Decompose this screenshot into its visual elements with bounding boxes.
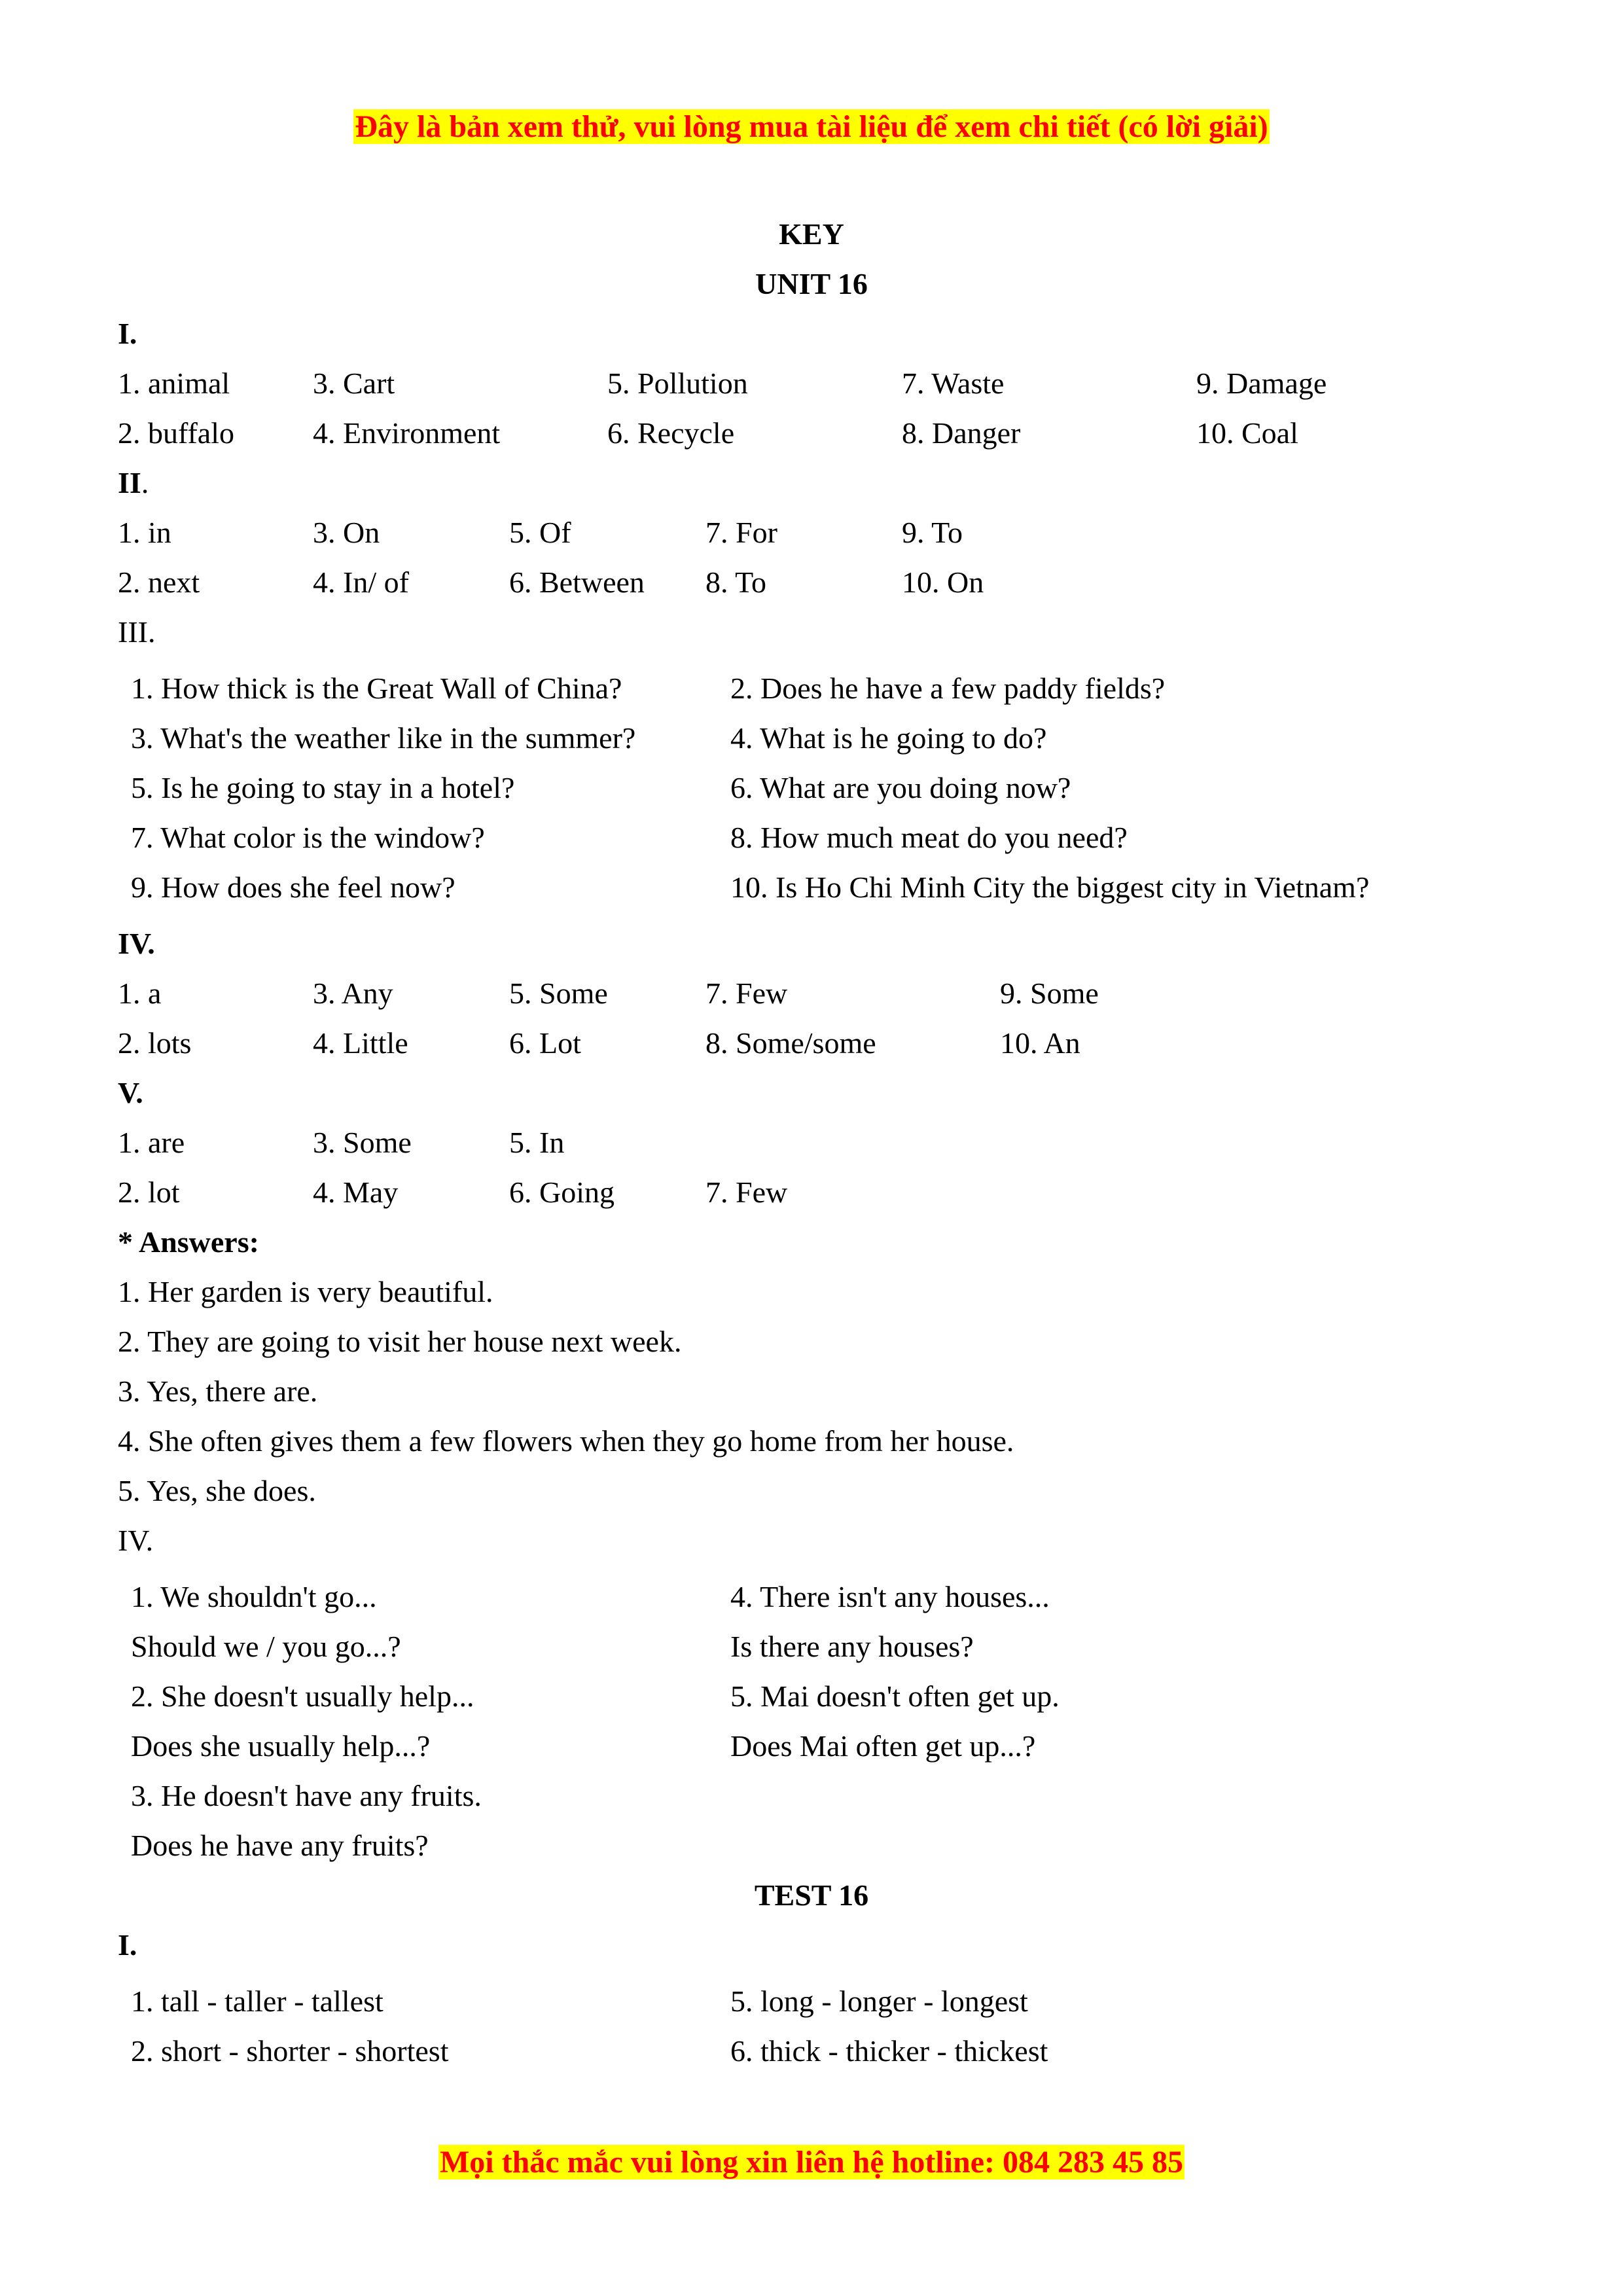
section-2-item: 3. On — [313, 516, 380, 549]
section-6-sentence: 5. Mai doesn't often get up. — [730, 1679, 1060, 1713]
section-1-item: 3. Cart — [313, 367, 395, 400]
section-4-item: 1. a — [118, 977, 162, 1010]
section-3-question: 10. Is Ho Chi Minh City the biggest city in Vietnam? — [730, 870, 1370, 904]
section-2-item: 1. in — [118, 516, 171, 549]
hotline-text: Mọi thắc mắc vui lòng xin liên hệ hotline: 084 283 45 85 — [439, 2145, 1183, 2179]
section-4-item: 2. lots — [118, 1026, 192, 1060]
section-2-item: 4. In/ of — [313, 565, 409, 599]
unit-title: UNIT 16 — [755, 267, 868, 300]
section-4-item: 10. An — [1000, 1026, 1080, 1060]
answer-item: 3. Yes, there are. — [118, 1374, 318, 1408]
section-3-question: 6. What are you doing now? — [730, 771, 1071, 804]
section-2-item: 7. For — [705, 516, 777, 549]
section-2-item: 2. next — [118, 565, 200, 599]
section-6-heading: IV. — [118, 1524, 154, 1557]
test-section-1-heading: I. — [118, 1928, 137, 1962]
section-5-item: 2. lot — [118, 1175, 180, 1209]
section-6-sentence: Should we / you go...? — [131, 1630, 401, 1663]
section-4-item: 7. Few — [705, 977, 788, 1010]
hotline-banner — [0, 2144, 1623, 2181]
section-6-sentence: 1. We shouldn't go... — [131, 1580, 377, 1613]
section-1-item: 5. Pollution — [607, 367, 748, 400]
section-5-item: 4. May — [313, 1175, 399, 1209]
section-6-sentence: 4. There isn't any houses... — [730, 1580, 1050, 1613]
answer-item: 2. They are going to visit her house next week. — [118, 1325, 682, 1358]
section-5-item: 3. Some — [313, 1126, 412, 1159]
section-1-item: 1. animal — [118, 367, 230, 400]
section-4-item: 5. Some — [509, 977, 608, 1010]
section-1-item: 9. Damage — [1196, 367, 1327, 400]
section-6-sentence: Does Mai often get up...? — [730, 1729, 1036, 1763]
test-title: TEST 16 — [754, 1878, 869, 1912]
section-1-item: 4. Environment — [313, 416, 501, 450]
section-6-sentence: 2. She doesn't usually help... — [131, 1679, 474, 1713]
section-4-item: 3. Any — [313, 977, 393, 1010]
key-title: KEY — [779, 217, 844, 251]
section-1-item: 7. Waste — [902, 367, 1005, 400]
test-section-1-item: 5. long - longer - longest — [730, 1984, 1028, 2018]
section-3-question: 1. How thick is the Great Wall of China? — [131, 672, 622, 705]
section-2-heading-dot: . — [141, 466, 149, 499]
section-1-heading: I. — [118, 317, 137, 350]
section-5-item: 5. In — [509, 1126, 565, 1159]
section-1-item: 6. Recycle — [607, 416, 735, 450]
section-5-heading: V. — [118, 1076, 143, 1109]
section-5-item: 1. are — [118, 1126, 185, 1159]
answer-item: 5. Yes, she does. — [118, 1474, 316, 1507]
section-4-item: 9. Some — [1000, 977, 1099, 1010]
section-3-question: 3. What's the weather like in the summer? — [131, 721, 636, 755]
section-2-item: 10. On — [902, 565, 984, 599]
section-1-item: 2. buffalo — [118, 416, 235, 450]
section-3-question: 8. How much meat do you need? — [730, 821, 1128, 854]
section-1-item: 8. Danger — [902, 416, 1021, 450]
section-4-item: 8. Some/some — [705, 1026, 876, 1060]
section-1-item: 10. Coal — [1196, 416, 1298, 450]
section-4-heading: IV. — [118, 927, 155, 960]
section-3-question: 4. What is he going to do? — [730, 721, 1047, 755]
section-6-sentence: Does he have any fruits? — [131, 1829, 429, 1862]
section-5-item: 7. Few — [705, 1175, 788, 1209]
preview-notice-banner — [0, 109, 1623, 145]
section-2-heading-label: II — [118, 466, 141, 499]
section-6-sentence: Does she usually help...? — [131, 1729, 431, 1763]
preview-notice-text: Đây là bản xem thử, vui lòng mua tài liệu để xem chi tiết (có lời giải) — [355, 109, 1268, 144]
section-3-question: 9. How does she feel now? — [131, 870, 455, 904]
section-2-item: 5. Of — [509, 516, 571, 549]
section-2-heading — [118, 465, 149, 501]
section-3-question: 7. What color is the window? — [131, 821, 485, 854]
section-6-sentence: Is there any houses? — [730, 1630, 974, 1663]
section-3-question: 5. Is he going to stay in a hotel? — [131, 771, 515, 804]
section-4-item: 4. Little — [313, 1026, 408, 1060]
section-6-sentence: 3. He doesn't have any fruits. — [131, 1779, 482, 1812]
answer-item: 4. She often gives them a few flowers when they go home from her house. — [118, 1424, 1014, 1458]
section-4-item: 6. Lot — [509, 1026, 581, 1060]
section-2-item: 9. To — [902, 516, 963, 549]
section-3-heading: III. — [118, 615, 156, 649]
section-3-question: 2. Does he have a few paddy fields? — [730, 672, 1166, 705]
answers-heading: * Answers: — [118, 1225, 259, 1259]
answer-item: 1. Her garden is very beautiful. — [118, 1275, 493, 1308]
section-2-item: 8. To — [705, 565, 767, 599]
test-section-1-item: 6. thick - thicker - thickest — [730, 2034, 1048, 2068]
test-section-1-item: 1. tall - taller - tallest — [131, 1984, 383, 2018]
section-5-item: 6. Going — [509, 1175, 615, 1209]
test-section-1-item: 2. short - shorter - shortest — [131, 2034, 449, 2068]
section-2-item: 6. Between — [509, 565, 645, 599]
